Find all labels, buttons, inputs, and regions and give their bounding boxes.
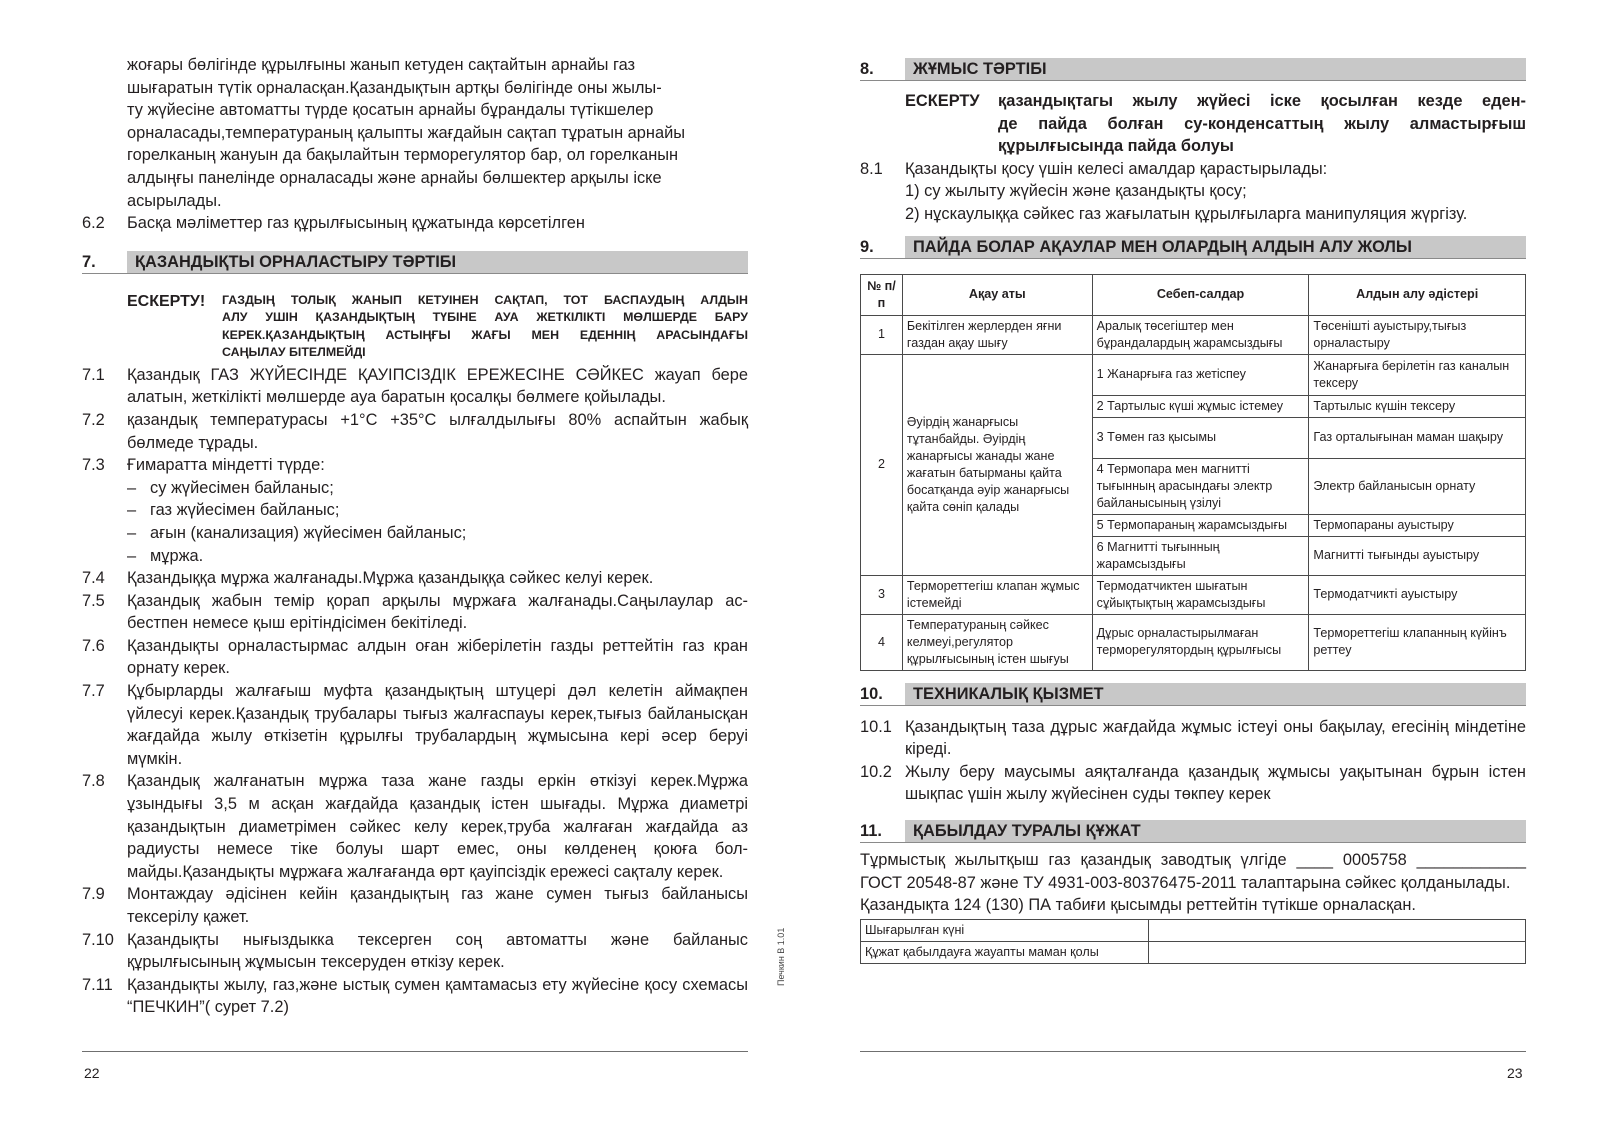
acceptance-text: Тұрмыстық жылытқыш газ қазандық заводтық үлгіде ____ 0005758 ____________ ГОСТ 20548-87 және ТУ 4931-003-80376475-2011 талаптарына сәйкес қолданылады.: [860, 850, 1526, 892]
left-column: [82, 54, 748, 1019]
page-number: 23: [1507, 1065, 1523, 1081]
item-7-8: 7.8 Қазандық жалғанатын мұржа таза жане газды еркін өткізуі керек.Мұржа ұзындығы 3,5 м асқан жағдайда қазандық істен шығады. Мұржа диаметрі қазандықтын диаметрімен сәйкес келу керек,труба жалғаған жағдайда аз радиусты немесе тіке болуы шарт емес, оны көлденең қоюға бол-майды.Қазандықты мұржаға жалғағанда өрт қауіпсіздік ережесі сақталу керек.: [82, 772, 748, 881]
item-7-5: 7.5 Қазандық жабын темір қорап арқылы мұржаға жалғанады.Саңылаулар ас-бестпен немесе қыш ерітіндісімен бекітіледі.: [82, 591, 748, 633]
section-7-heading: 7. ҚАЗАНДЫҚТЫ ОРНАЛАСТЫРУ ТӘРТІБІ: [82, 247, 748, 274]
item-7-11: 7.11 Қазандықты жылу, газ,және ыстық сумен қамтамасыз ету жүйесіне қосу схемасы “ПЕЧКИН”( сурет 7.2): [82, 975, 748, 1017]
footer-divider: [860, 1051, 1526, 1052]
warning-8: ЕСКЕРТУ қазандықтагы жылу жүйесі іске қосылған кезде еден- де пайда болған су-конденсаттың жылу алмастырғыш құрылғысында пайда болуы: [905, 92, 1526, 156]
section-8-heading: 8. ЖҰМЫС ТӘРТІБІ: [860, 54, 1526, 81]
list-item: – су жүйесімен байланыс;: [127, 478, 334, 497]
item-7-4: 7.4 Қазандыққа мұржа жалғанады.Мұржа қазандыққа сәйкес келуі керек.: [82, 569, 654, 588]
item-7-9: 7.9 Монтаждау әдісінен кейін қазандықтың газ жане сумен тығыз байланысы тексерілу қажет.: [82, 885, 748, 926]
table-row: Құжат қабылдауға жауапты маман қолы: [861, 941, 1526, 963]
acceptance-text-2: Қазандықта 124 (130) ПА табиғи қысымды реттейтін түтікше орналасқан.: [860, 896, 1416, 915]
list-item: – газ жүйесімен байланыс;: [127, 501, 340, 520]
item-7-10: 7.10 Қазандықты нығыздыкка тексерген соң автоматты және байланыс құрылғысының жұмысын тексеруден өткізу керек.: [82, 930, 748, 972]
table-row: 4 Температураның сәйкес келмеуі,регулятор құрылғысының істен шығуы Дұрыс орналастырылмаған терморегулятордың құрылғысы Термореттегіш клапанның күйінъ реттеу: [861, 614, 1526, 670]
items-7-4-to-7-11: [82, 567, 748, 1019]
table-row: 2 Тартылыс күші жұмыс істемеу Тартылыс күшін тексеру: [861, 395, 1526, 417]
page-number: 22: [84, 1065, 100, 1081]
item-6-2: 6.2 Басқа мәліметтер газ құрылғысының құжатында көрсетілген: [82, 214, 585, 233]
section-9-heading: 9. ПАЙДА БОЛАР АҚАУЛАР МЕН ОЛАРДЫҢ АЛДЫН АЛУ ЖОЛЫ: [860, 232, 1526, 259]
vertical-edition-label: Печкин В 1.01: [776, 927, 786, 986]
acceptance-table: [860, 919, 1526, 964]
table-row: 6 Магнитті тығынның жарамсыздығы Магнитті тығынды ауыстыру: [861, 536, 1526, 575]
table-row: 1 Бекітілген жерлерден яғни газдан ақау шығу Аралық төсегіштер мен бұрандалардың жарамсыздығы Төсенішті ауыстыру,тығыз орналастыру: [861, 315, 1526, 354]
item-7-6: 7.6 Қазандықты орналастырмас алдын оған жіберілетін газды реттейтін газ кран орнату керек.: [82, 636, 748, 678]
section-10-heading: 10. ТЕХНИКАЛЫҚ ҚЫЗМЕТ: [860, 679, 1526, 706]
item-10-2: 10.2 Жылу беру маусымы аяқталғанда қазандық жұмысы уақытынан бұрын істен шықпас үшін жылу жүйесінен суды төкпеу керек: [860, 762, 1526, 804]
table-row: 3 Термореттегіш клапан жұмыс істемейді Термодатчиктен шығатын сұйықтықтың жарамсыздығы Термодатчикті ауыстыру: [861, 575, 1526, 614]
table-row: 4 Термопара мен магнитті тығынның арасындағы электр байланысының үзілуі Электр байланысын орнату: [861, 458, 1526, 514]
list-item: – ағын (канализация) жүйесімен байланыс;: [127, 523, 467, 542]
item-8-1: 8.1 Қазандықты қосу үшін келесі амалдар қарастырылады:: [860, 159, 1328, 178]
right-column: [860, 54, 1526, 964]
section-11-heading: 11. ҚАБЫЛДАУ ТУРАЛЫ ҚҰЖАТ: [860, 816, 1526, 843]
item-7-2: 7.2 қазандық температурасы +1°С +35°С ылғалдылығы 80% аспайтын жабық бөлмеде тұрады.: [82, 410, 748, 452]
footer-divider: [82, 1051, 748, 1052]
items-7-1-to-7-3: [82, 364, 748, 567]
table-row: 3 Төмен газ қысымы Газ орталығынан маман шақыру: [861, 417, 1526, 458]
list-item: 1) су жылыту жүйесін және қазандықты қосу;: [905, 182, 1247, 201]
warning-7: ЕСКЕРТУ! ГАЗДЫҢ ТОЛЫҚ ЖАНЫП КЕТУІНЕН САҚТАП, ТОТ БАСПАУДЫҢ АЛДЫН АЛУ УШІН ҚАЗАНДЫҚТЫҢ ТҮБІНЕ АУА ЖЕТКІЛІКТІ МӨЛШЕРДЕ БАРУ КЕРЕК.ҚАЗАНДЫҚТЫҢ АСТЫҢҒЫ ЖАҒЫ МЕН ЕДЕННІҢ АРАСЫНДАҒЫ САҢЫЛАУ БІТЕЛМЕЙДІ: [127, 292, 748, 360]
right-page: [800, 0, 1600, 1135]
table-header-row: № п/п Ақау аты Себеп-салдар Алдын алу әдістері: [861, 274, 1526, 315]
table-row: Шығарылған күні: [861, 919, 1526, 941]
item-7-3: 7.3 Ғимаратта міндетті түрде:: [82, 456, 325, 475]
table-row: 5 Термопараның жарамсыздығы Термопараны ауыстыру: [861, 514, 1526, 536]
table-row: 2 Әуірдің жанарғысы тұтанбайды. Әуірдің жанарғысы жанады жане жағатын батырманы қайта босатқанда әуір жанарғысы қайта сөніп қалады 1 Жанарғыға газ жетіспеу Жанарғыға берілетін газ каналын тексеру: [861, 354, 1526, 395]
item-7-7: 7.7 Құбырларды жалғағыш муфта қазандықтың штуцері дәл келетін аймақпен үйлесуі керек.Қазандық трубалары тығыз жалғаспауы керек,тығыз байланысқан жағдайда жылу өткізетін құрылғы трубалардың жұмысына кері әсер беруі мүмкін.: [82, 682, 748, 768]
list-item: – мұржа.: [127, 546, 204, 565]
intro-paragraph: жоғары бөлігінде құрылғыны жанып кетуден сақтайтын арнайы газ шығаратын түтік орналасқан.Қазандықтын артқы бөлігінде оны жылы- ту жүйесіне автоматты түрде қосатын арнайы бұрандалы түтікшелер орналасады,температураның қалыпты жағдайын сақтап тұратын арнайы горелканың жануын да бақылайтын терморегулятор бар, ол горелканын алдыңғы панелінде орналасады және арнайы бөлшектер арқылы іске асырылады.: [127, 56, 686, 210]
item-10-1: 10.1 Қазандықтың таза дұрыс жағдайда жұмыс істеуі оны бақылау, егесінің міндетіне кіреді.: [860, 717, 1526, 759]
item-7-1: 7.1 Қазандық ГАЗ ЖҮЙЕСІНДЕ ҚАУІПСІЗДІК ЕРЕЖЕСІНЕ СӘЙКЕС жауап бере алатын, жеткілікті мөлшерде ауа баратын қосалқы бөлмеге қойылады.: [82, 365, 748, 407]
defects-table: [860, 274, 1526, 671]
list-item: 2) нұскаулыққа сәйкес газ жағылатын құрылғыларга манипуляция жүргізу.: [905, 204, 1468, 223]
